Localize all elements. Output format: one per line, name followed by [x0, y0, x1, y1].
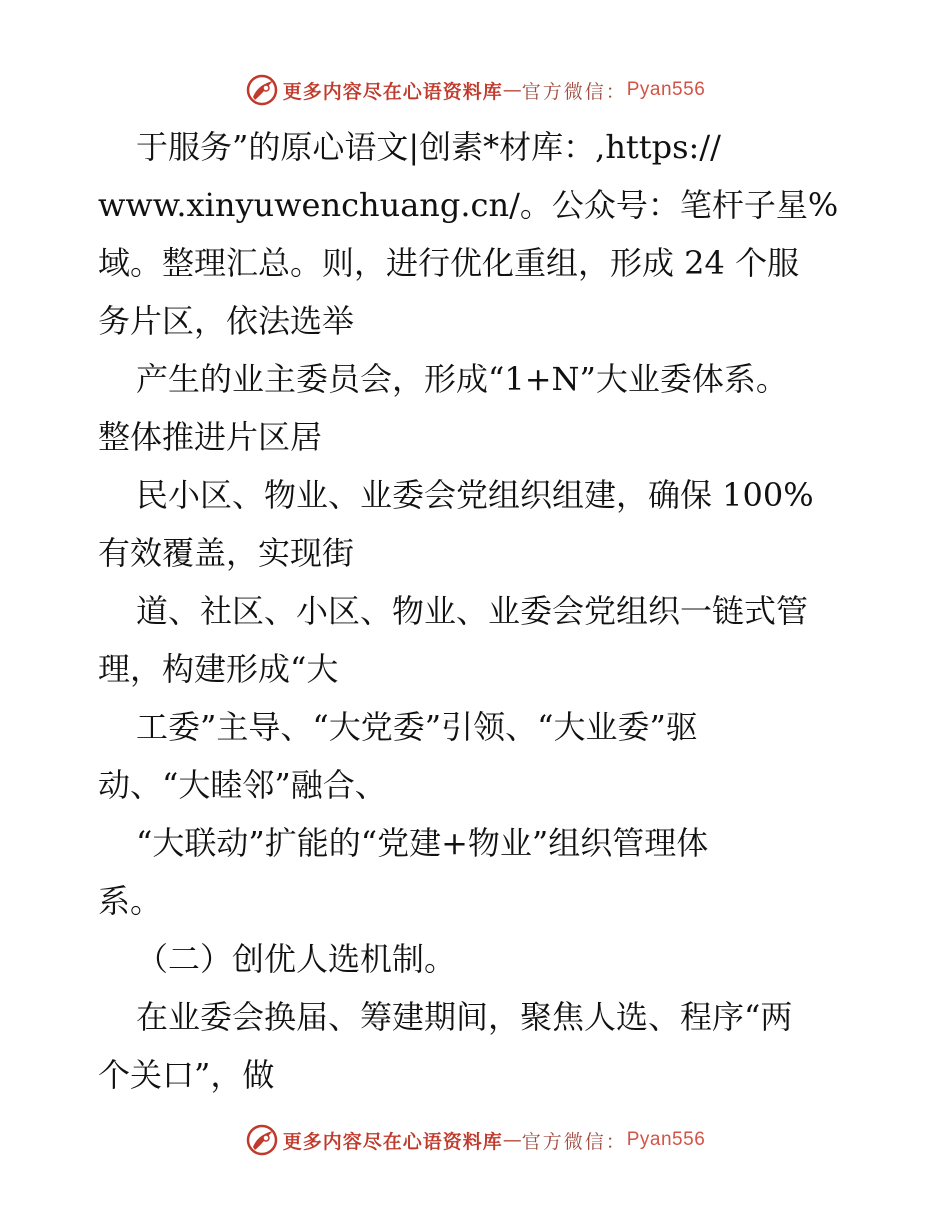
text-line: 个关口”，做	[98, 1056, 275, 1094]
text-line: 民小区、物业、业委会党组织组建，确保 100%	[136, 476, 814, 514]
text-line: 道、社区、小区、物业、业委会党组织一链式管	[136, 592, 809, 630]
watermark-sub-text: 官方微信：	[521, 80, 627, 103]
footer-watermark	[0, 1120, 950, 1160]
text-line: 系。	[98, 882, 163, 920]
watermark-dash: —	[502, 79, 522, 101]
watermark-wechat-id: Pyan556	[626, 1129, 706, 1150]
text-line: 域。整理汇总。则，进行优化重组，形成 24 个服	[98, 244, 800, 282]
text-line: 有效覆盖，实现街	[98, 534, 355, 572]
text-line: www.xinyuwenchuang.cn/。公众号：笔杆子星%	[98, 186, 839, 224]
watermark-main-text: 更多内容尽在心语资料库	[282, 1130, 503, 1153]
text-line: 产生的业主委员会，形成“1+N”大业委体系。	[136, 360, 788, 398]
watermark-wechat-id: Pyan556	[626, 79, 706, 100]
text-line: “大联动”扩能的“党建+物业”组织管理体	[136, 824, 709, 862]
header-watermark	[0, 70, 950, 110]
text-line: 务片区，依法选举	[98, 302, 355, 340]
text-line: 动、“大睦邻”融合、	[98, 766, 387, 804]
watermark-main-text: 更多内容尽在心语资料库	[282, 80, 503, 103]
document-body	[98, 118, 858, 1104]
seal-logo-icon	[245, 73, 279, 107]
watermark-sub-text: 官方微信：	[521, 1130, 627, 1153]
text-line: 工委”主导、“大党委”引领、“大业委”驱	[136, 708, 698, 746]
watermark-dash: —	[502, 1129, 522, 1151]
seal-logo-icon	[245, 1123, 279, 1157]
text-line: 整体推进片区居	[98, 418, 323, 456]
section-heading: （二）创优人选机制。	[136, 940, 457, 978]
text-line: 在业委会换届、筹建期间，聚焦人选、程序“两	[136, 998, 793, 1036]
text-line: 理，构建形成“大	[98, 650, 339, 688]
text-line: 于服务”的原心语文|创素*材库：,https://	[136, 128, 721, 166]
